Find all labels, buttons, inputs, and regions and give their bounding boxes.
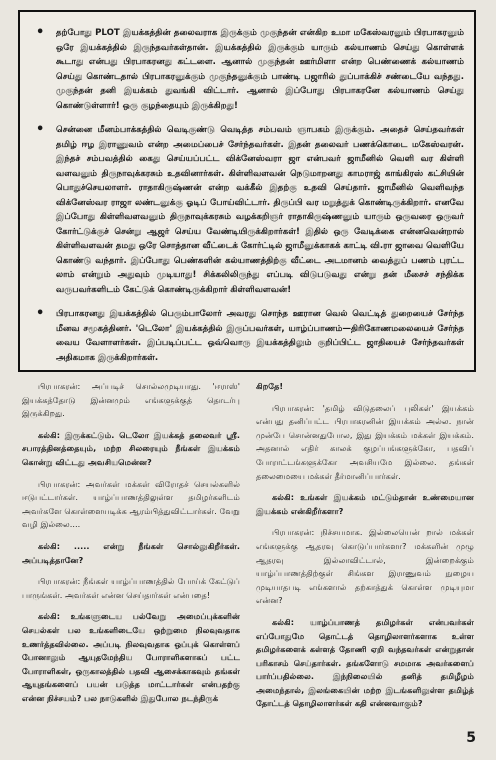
box-item	[30, 26, 464, 113]
interview-paragraph: பிரபாகரன்: அப்படிச் சொல்லமுடியாது. 'ஈராஸ்' இயக்கத்தோடு இன்னமும் எங்களுக்குத் தொடர்பு இருக்கிறது.	[22, 381, 240, 419]
left-column	[22, 380, 240, 725]
interview-columns	[22, 380, 474, 725]
box-item-text: பிரபாகரனது இயக்கத்தில் பெரும்பாலோர் அவரது சொந்த ஊரான வெல் வெட்டித் துறையைச் சேர்ந்த மீனவ சமூகத்தினர். 'டெலோ' இயக்கத்தில் இருப்பவர்கள், யாழ்ப்பாணம்—திரிகோணமலையைச் சேர்ந்த வைய வேளாளர்கள். இப்படிப்பட்ட ஒவ்வொரு இயக்கத்திலும் குறிப்பிட்ட ஜாதியைச் சேர்ந்தவர்கள் அதிகமாக இருக்கிறார்கள்.	[56, 309, 464, 363]
page-number: 5	[466, 730, 476, 746]
right-column	[256, 380, 474, 725]
interview-paragraph: பிரபாகரன்: நீங்கள் யாழ்ப்பாணத்தில் போய்க் கேட்டுப் பாருங்கள். அவர்கள் என்ன செய்தார்கள் என்பதை!	[22, 576, 240, 600]
interview-paragraph: பிரபாகரன்: அவர்கள் மக்கள் விரோதச் செயல்களில் ஈடுபட்டார்கள். யாழ்ப்பாணத்திலுள்ள தமிழர்களிடம் அவர்களே கொள்ளையடிக்க ஆரம்பித்துவிட்டார்கள். வேறு வழி இல்லை....	[22, 478, 240, 530]
interview-question-continued: கிறதே!	[256, 381, 284, 391]
box-item-text: தற்போது PLOT இயக்கத்தின் தலைவராக இருக்கும் முகுந்தன் என்கிற உமா மகேஸ்வரனும் பிரபாகரனும் ஒரே இயக்கத்தில் இருந்தவர்கள்தான். இயக்கத்தில் இருக்கும் யாரும் கல்யாணம் செய்து கொள்ளக் கூடாது என்பது பிரபாகரனது கட்டளை. ஆனால் முகுந்தன் ஊர்மிளா என்ற பெண்ணைக் கல்யாணம் செய்து கொண்டதால் பிரபாகரனுக்கும் முகுந்தனுக்கும் பாண்டி பஜாரில் துப்பாக்கிச் சண்டையே வந்தது. முகுந்தன் தனி இயக்கம் துவங்கி விட்டார். ஆனால் இப்போது பிரபாகரனே கல்யாணம் செய்து கொண்டுள்ளார்! ஒரு குழந்தையும் இருக்கிறது!	[56, 28, 464, 111]
interview-paragraph: பிரபாகரன்: நிச்சயமாக. இல்லையென் றால் மக்கள் எங்களுக்கு ஆதரவு கொடுப்பார்களா? மக்களின் முழு ஆதரவு இல்லாவிட்டால், இன்றைக்கும் யாழ்ப்பாணத்திற்குள் சிங்கள இராணுவம் நுழைய முடியாதபடி எங்களால் தற்காத்துக் கொள்ள முடியுமா என்ன?	[256, 527, 474, 606]
sidebar-box	[18, 10, 476, 372]
bullet-icon: •	[36, 306, 45, 321]
box-item-text: சென்னை மீனம்பாக்கத்தில் வெடிகுண்டு வெடித்த சம்பவம் ஞாபகம் இருக்கும். அதைச் செய்தவர்கள் தமிழ் ஈழ இராணுவம் என்ற அமைப்பைச் சேர்ந்தவர்கள். இதன் தலைவர் பணக்கொடை மகேஸ்வரன். இந்தச் சம்பவத்தில் கைது செய்யப்பட்ட விக்னேஸ்வரா ஜா என்பவர் ஜாமீனில் வெளி வர கிள்ளி வளவனும் திருநாவுக்கரசும் உதவினார்கள். கிள்ளிவளவன் நெடுமாறனது காமராஜ் காங்கிரஸ் கட்சியின் பொதுச்செயலாளர். ராதாகிருஷ்ணன் என்ற வக்கீல் இதற்கு உதவி செய்தார். ஜாமீனில் வெளிவந்த விக்னேஸ்வர ராஜா லண்டனுக்கு ஓடிப் போய்விட்டார். திருப்பி வர மறுத்துக் கொண்டிருக்கிறார். எனவே இப்போது கிள்ளிவளவனும் திருநாவுக்கரசும் வழக்கறிஞர் ராதாகிருஷ்ணனும் யாரும் ஒருவரை ஒருவர் கோர்ட்டுக்குச் சென்று ஆஜர் செய்ய வேண்டியிருக்கிறார்கள்! இதில் ஒரு வேடிக்கை என்னவென்றால் கிள்ளிவளவன் தமது ஒரே சொத்தான வீட்டைக் கோர்ட்டில் ஜாமீனுக்காகக் காட்டி வி.ரா ஜாவை வெளியே கொண்டு வந்தார். இப்போது பெண்களின் கல்யாணத்திற்கு வீட்டை அடமானம் வைத்துப் பணம் புரட்ட லாம் என்றும் அதுவும் முடியாது! சிக்கலிலிருந்து எப்படி விடுபடுவது என்று தன் மீசைச் சந்திக்க வருபவர்களிடம் கேட்டுக் கொண்டிருக்கிறார் கிள்ளிவளவன்!	[56, 125, 464, 295]
interview-question: கல்கி: யாழ்ப்பாணத் தமிழர்கள் என்பவர்கள் எப்போதுமே தொட்டத் தொழிலாளர்களாக உள்ள தமிழர்களைக் கள்ளத் தோணி ஏறி வந்தவர்கள் என்றுதான் பரிகாசம் செய்தார்கள். தங்களோடு சமமாக அவர்களைப் பார்ப்பதில்லை. இந்நிலையில் தனித் தமிழீழம் அமைந்தால், இலங்கையின் மற்ற இடங்களிலுள்ள தமிழ்த் தோட்டத் தொழிலாளர்கள் கதி என்னவாகும்?	[256, 616, 474, 709]
interview-paragraph: பிரபாகரன்: 'தமிழ் விடுதலைப் புலிகள்' இயக்கம் என்பது தனிப்பட்ட பிரபாகரனின் இயக்கம் அல்ல. நான் முன்பே சொன்னதுபோல, இது இயக்கம் மக்கள் இயக்கம். அதனால் எதிர் காலக் குழப்பங்களுக்கோ, பதவிப் போராட்டங்களுக்கோ அவசியமே இல்லை. தங்கள் தலைமையை மக்கள் தீர்மானிப்பார்கள்.	[256, 402, 474, 481]
interview-question: கல்கி: உங்களுடைய பல்வேறு அமைப்புக்களின் செயல்கள் பல உங்களிடையே ஒற்றுமை நிலவுவதாக உணர்த்தவில்லை. அப்படி நிலவுவதாக ஒப்புக் கொள்ளப் போனாலும் ஆயுதமேந்திய போராளிகளாகப் பட்ட போராளிகள், ஒருகாலத்தில் பதவி ஆசைக்காகவும் தங்கள் ஆயுதங்களைப் பயன் படுத்த மாட்டார்கள் என்பதற்கு என்ன நிச்சயம்? பல நாடுகளில் இதுபோல நடந்திருக்	[22, 611, 240, 703]
bullet-icon: •	[36, 25, 45, 40]
box-item	[30, 307, 464, 365]
interview-question: கல்கி: உங்கள் இயக்கம் மட்டும்தான் உண்மையான இயக்கம் என்கிறீர்களா?	[256, 492, 474, 516]
box-item	[30, 123, 464, 297]
interview-question: கல்கி: ..... என்று நீங்கள் சொல்லுகிறீர்கள். அப்படித்தானே?	[22, 540, 240, 565]
bullet-icon: •	[36, 122, 45, 137]
interview-question: கல்கி: இருக்கட்டும். டெலோ இயக்கத் தலைவர் ஸ்ரீ. சபாரத்தினத்தையும், மற்ற சிலரையும் நீங்கள் இயக்கம் கொன்று விட்டது அவசியமென்ன?	[22, 429, 240, 467]
